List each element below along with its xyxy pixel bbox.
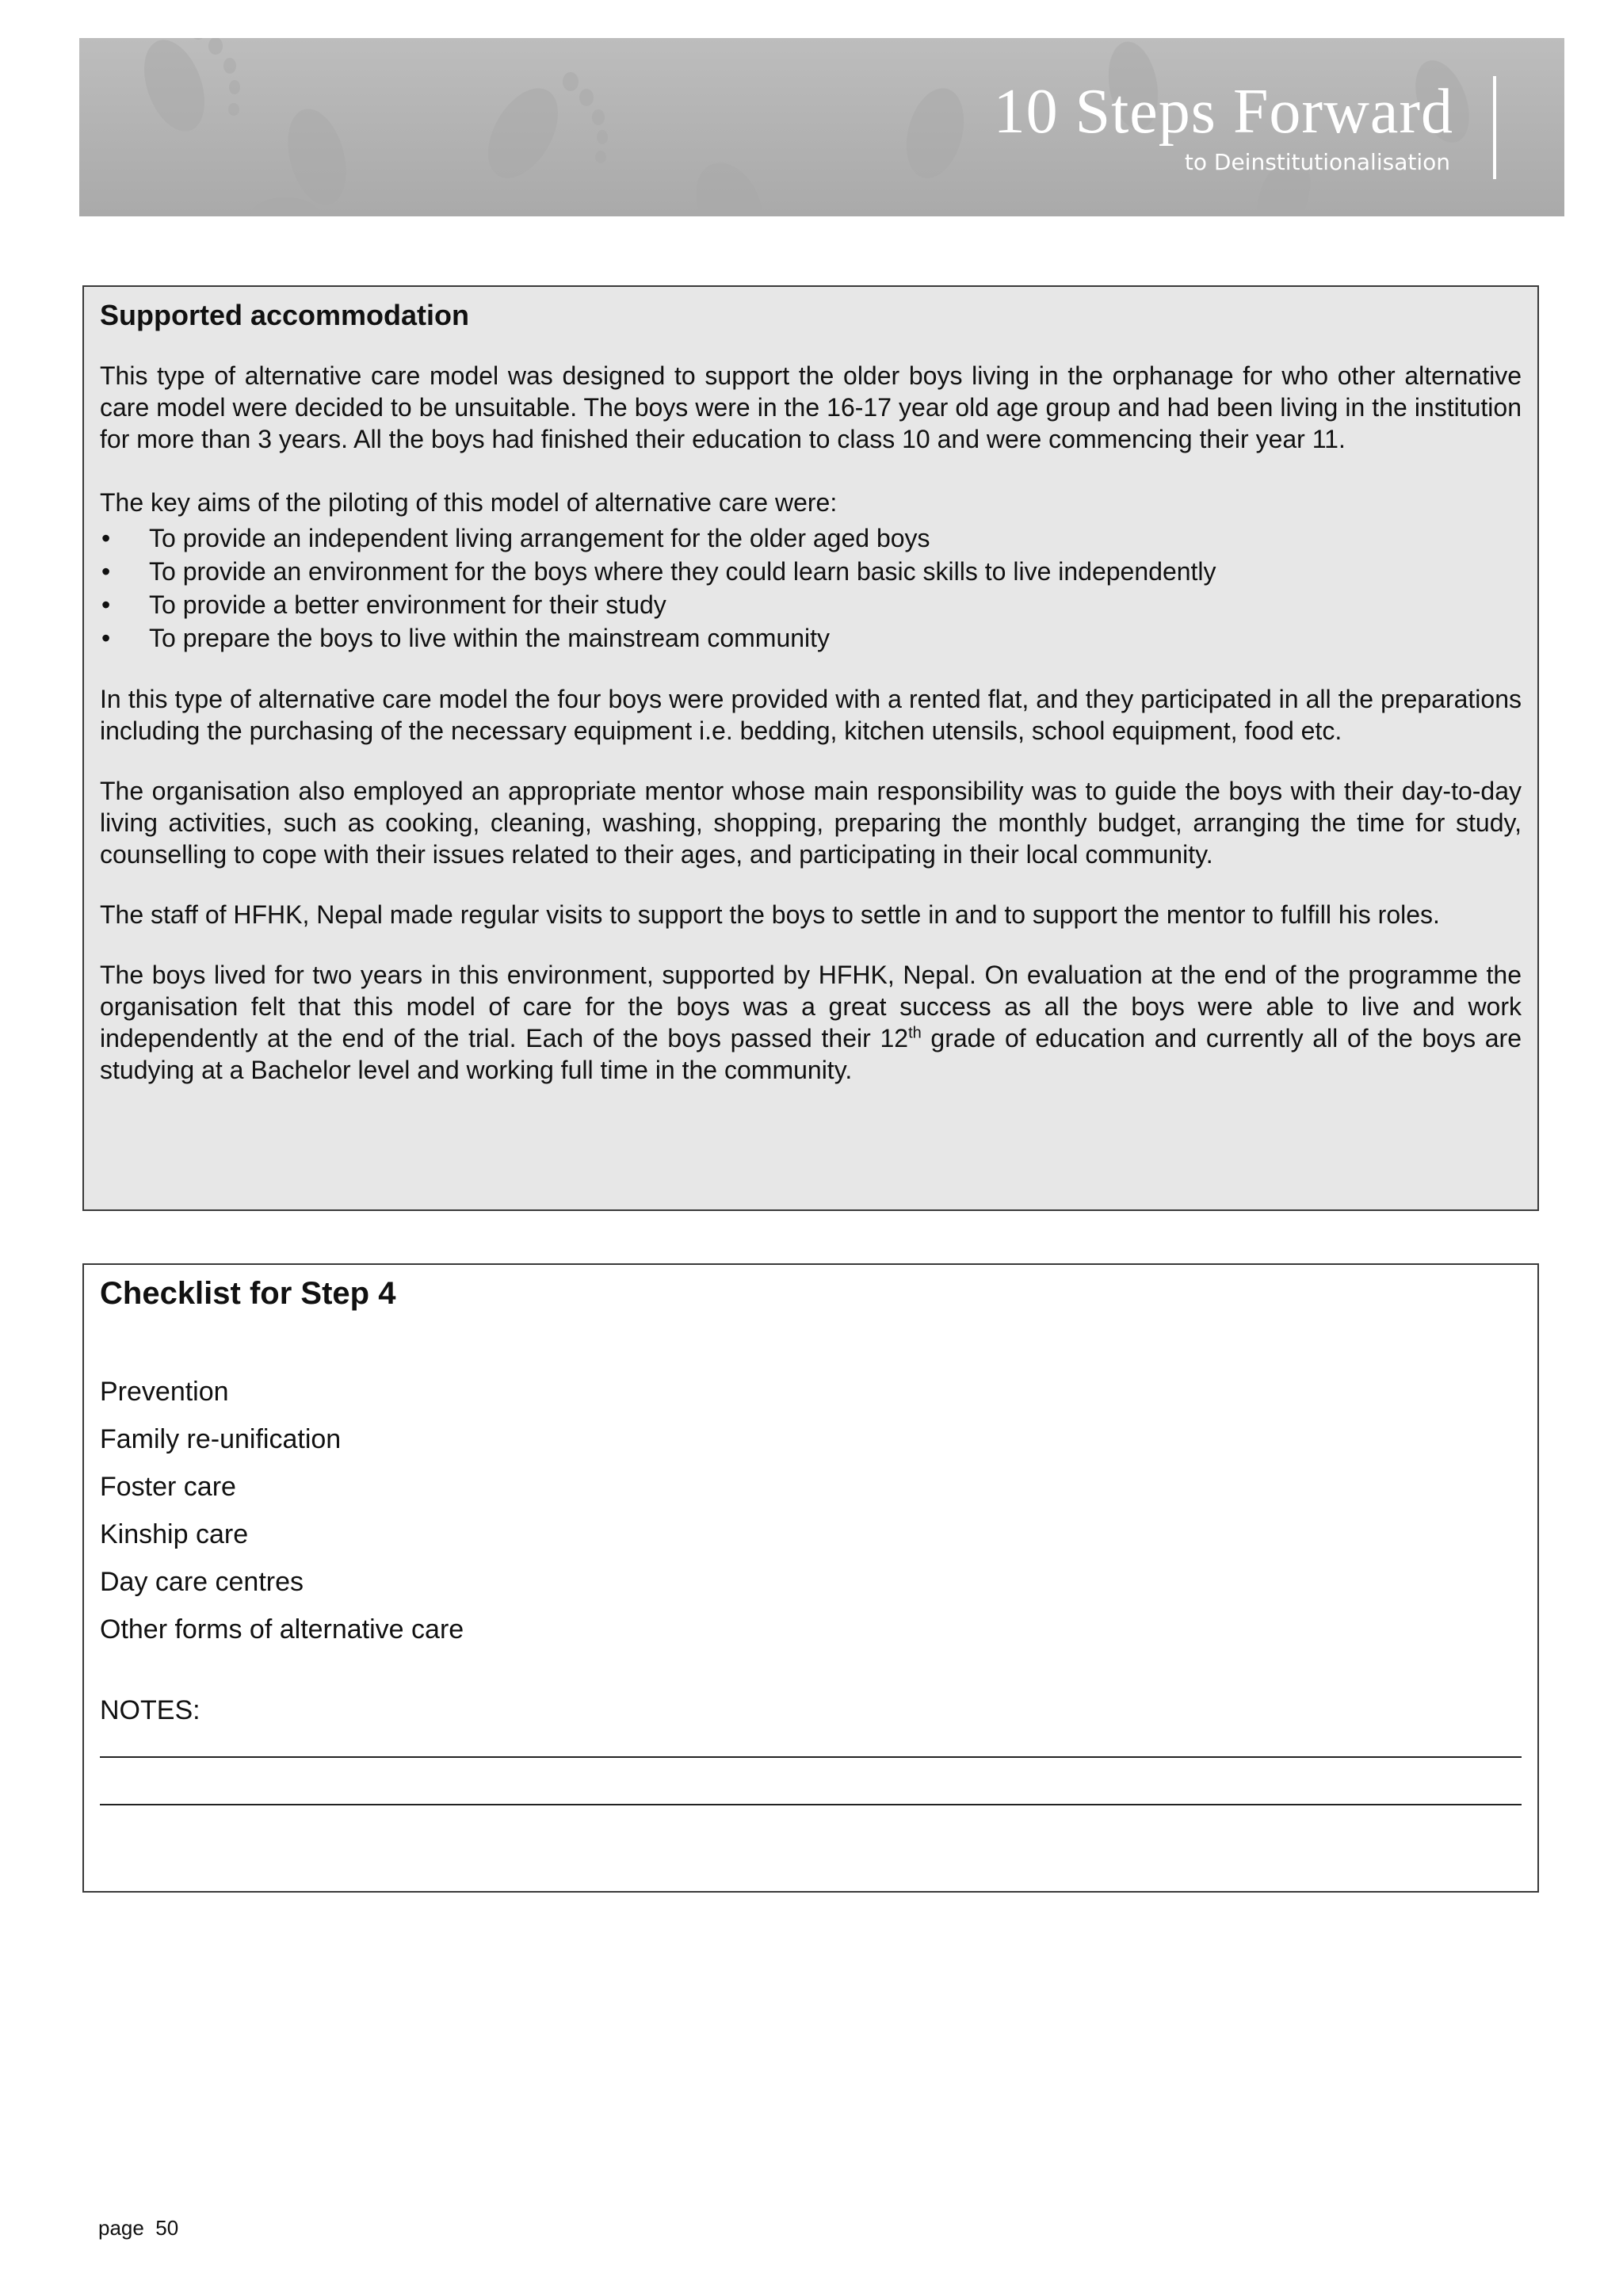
banner-title: 10 Steps Forward — [993, 77, 1453, 147]
banner-subtitle: to Deinstitutionalisation — [1184, 149, 1450, 175]
case-study-title: Supported accommodation — [100, 299, 470, 331]
aim-text: To provide an environment for the boys where they could learn basic skills to live independently — [149, 557, 1216, 586]
case-paragraph-intro: This type of alternative care model was designed to support the older boys living in the orphanage for who other alternative care model were decided to be unsuitable. The boys were in the 16-17 year old age group and had been living in the institution for more than 3 years. All the boys had finished their education to class 10 and were commencing their year 11. — [100, 361, 1522, 453]
page-number: page 50 — [98, 2216, 179, 2240]
aim-text: To provide an independent living arrangement for the older aged boys — [149, 524, 930, 552]
bullet-icon: • — [101, 624, 111, 652]
outcome-text-end: grade of education and currently all of the boys are studying at a Bachelor level and working full time in the community. — [100, 1024, 1522, 1084]
list-item: Prevention — [100, 1377, 229, 1407]
list-item: Family re-unification — [100, 1424, 342, 1454]
bullet-icon: • — [101, 590, 111, 619]
aim-text: To provide a better environment for their study — [149, 590, 666, 619]
list-item — [100, 621, 1522, 655]
bullet-icon: • — [101, 557, 111, 586]
ordinal-suffix: th — [908, 1024, 922, 1042]
header-banner — [79, 38, 1564, 216]
checklist-items — [100, 1368, 1522, 1653]
notes-line — [100, 1756, 1522, 1758]
aims-intro: The key aims of the piloting of this model of alternative care were: — [100, 488, 838, 517]
list-item — [100, 588, 1522, 621]
case-paragraph-staff: The staff of HFHK, Nepal made regular visits to support the boys to settle in and to support the mentor to fulfill his roles. — [100, 900, 1440, 929]
case-study-box — [82, 285, 1539, 1211]
notes-label: NOTES: — [100, 1695, 200, 1725]
list-item: Foster care — [100, 1472, 236, 1502]
case-paragraph-mentor: The organisation also employed an appropriate mentor whose main responsibility was to guide the boys with their day-to-day living activities, such as cooking, cleaning, washing, shopping, preparing the monthly budget, arranging the time for study, counselling to cope with their issues related to their ages, and participating in their local community. — [100, 777, 1522, 869]
bullet-icon: • — [101, 524, 111, 552]
aim-text: To prepare the boys to live within the mainstream community — [149, 624, 831, 652]
outcome-text-start: The boys lived for two years in this environment, supported by HFHK, Nepal. On evaluation at the end of the programme the organisation felt that this model of care for the boys was a great success as all the boys were able to live and work independently at the end of the trial. Each of the boys passed their 12 — [100, 961, 1522, 1052]
checklist-box — [82, 1263, 1539, 1893]
list-item: Other forms of alternative care — [100, 1614, 464, 1645]
aims-list — [100, 521, 1522, 655]
list-item: Day care centres — [100, 1567, 304, 1597]
list-item — [100, 555, 1522, 588]
checklist-title: Checklist for Step 4 — [100, 1276, 396, 1311]
case-paragraph-flat: In this type of alternative care model the four boys were provided with a rented flat, and they participated in all the preparations including the purchasing of the necessary equipment i.e. bedding, kitchen utensils, school equipment, food etc. — [100, 685, 1522, 745]
banner-divider — [1493, 76, 1496, 179]
list-item: Kinship care — [100, 1519, 249, 1549]
list-item — [100, 521, 1522, 555]
notes-line — [100, 1804, 1522, 1805]
case-paragraph-outcome — [100, 959, 1522, 1086]
